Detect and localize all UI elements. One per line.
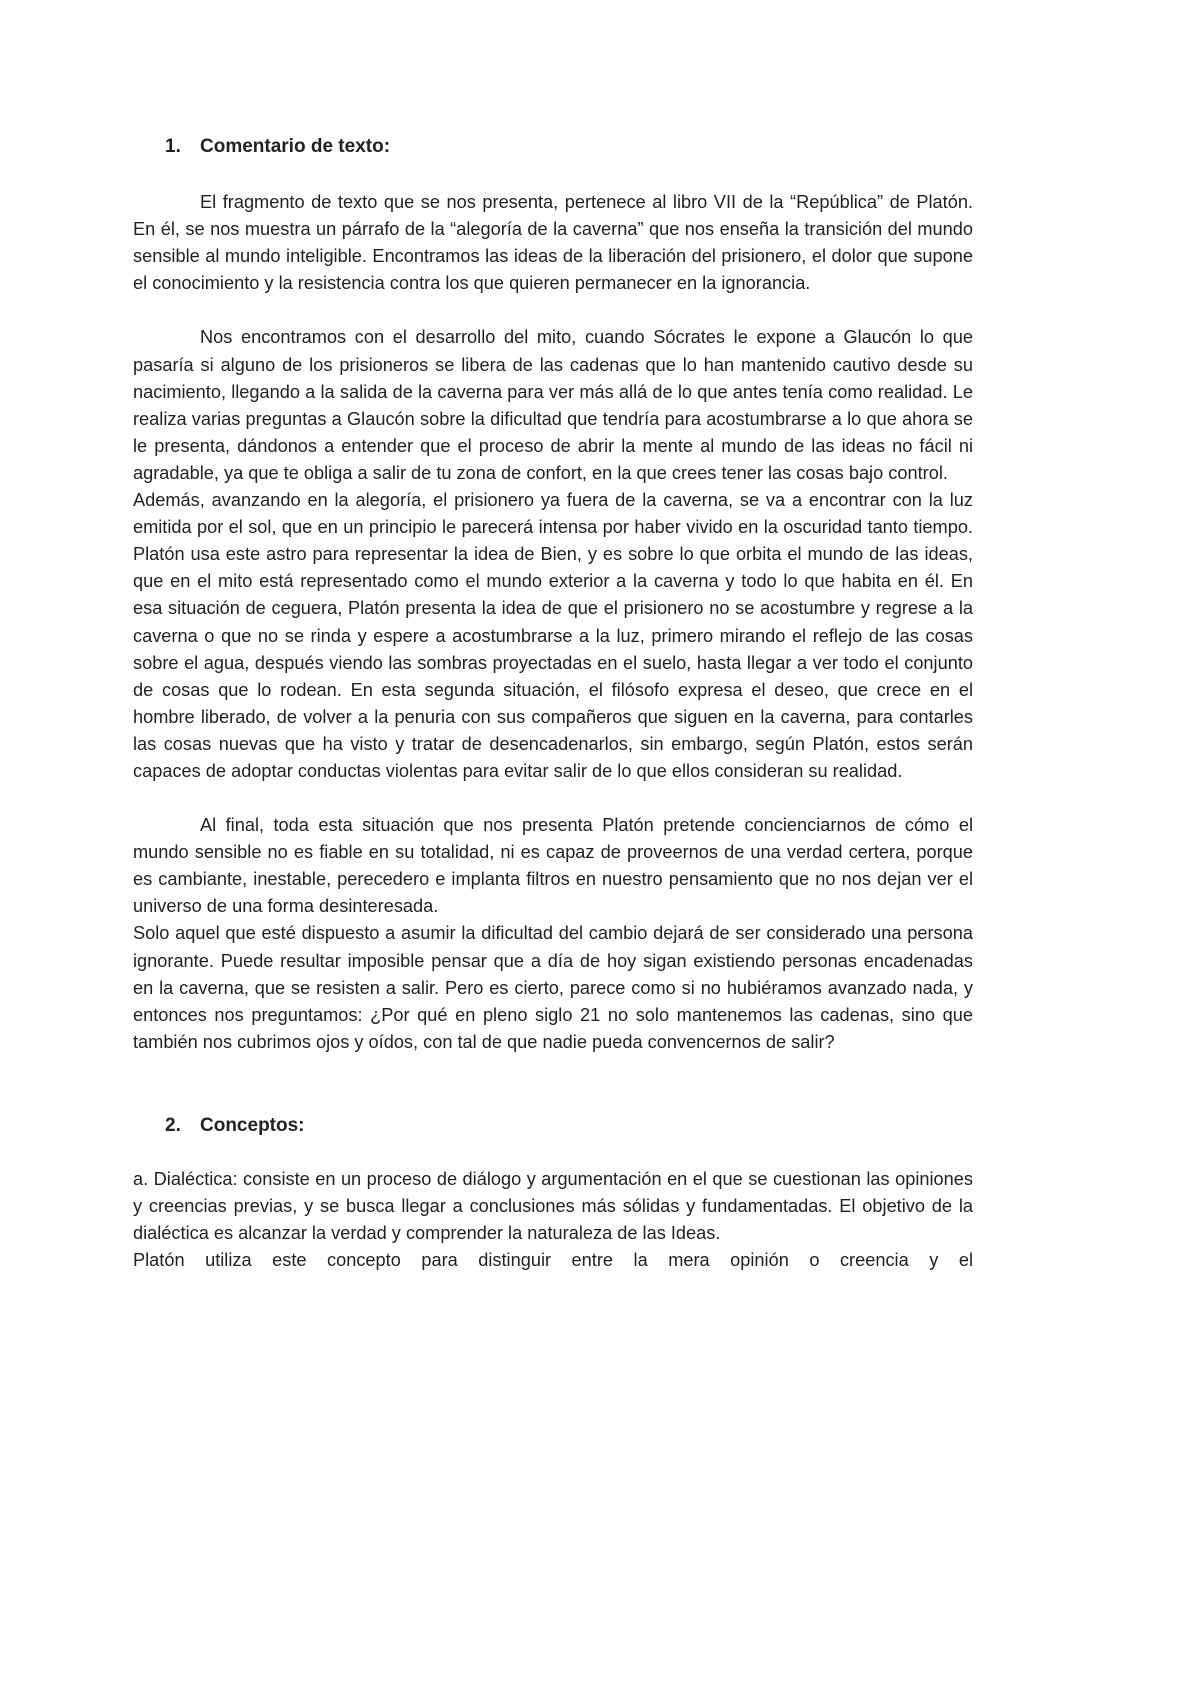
section-title: Comentario de texto: xyxy=(200,136,391,157)
paragraph-conclusion: Al final, toda esta situación que nos presenta Platón pretende concienciarnos de cómo el mundo sensible no es fiable en su totalidad, ni es capaz de proveernos de una verdad certera, porque es cambiante, inestable, perecedero e implanta filtros en nuestro pensamiento que no nos dejan ver el universo de una forma desinteresada. xyxy=(133,815,973,917)
document-body xyxy=(133,130,973,1274)
section-heading-comentario xyxy=(133,133,973,160)
paragraph-development-continued: Además, avanzando en la alegoría, el prisionero ya fuera de la caverna, se va a encontrar con la luz emitida por el sol, que en un principio le parecerá intensa por haber vivido en la oscuridad tanto tiempo. Platón usa este astro para representar la idea de Bien, y es sobre lo que orbita el mundo de las ideas, que en el mito está representado como el mundo exterior a la caverna y todo lo que habita en él. En esa situación de ceguera, Platón presenta la idea de que el prisionero no se acostumbre y regrese a la caverna o que no se rinda y espere a acostumbrarse a la luz, primero mirando el reflejo de las cosas sobre el agua, después viendo las sombras proyectadas en el suelo, hasta llegar a ver todo el conjunto de cosas que lo rodean. En esta segunda situación, el filósofo expresa el deseo, que crece en el hombre liberado, de volver a la penuria con sus compañeros que siguen en la caverna, para contarles las cosas nuevas que ha visto y tratar de desencadenarlos, sin embargo, según Platón, estos serán capaces de adoptar conductas violentas para evitar salir de lo que ellos consideran su realidad. xyxy=(133,490,973,781)
concept-dialectica: a. Dialéctica: consiste en un proceso de diálogo y argumentación en el que se cuestionan las opiniones y creencias previas, y se busca llegar a conclusiones más sólidas y fundamentadas. El objetivo de la dialéctica es alcanzar la verdad y comprender la naturaleza de las Ideas. xyxy=(133,1169,973,1244)
paragraph-introduction: El fragmento de texto que se nos presenta, pertenece al libro VII de la “República” de Platón. En él, se nos muestra un párrafo de la “alegoría de la caverna” que nos enseña la transición del mundo sensible al mundo inteligible. Encontramos las ideas de la liberación del prisionero, el dolor que supone el conocimiento y la resistencia contra los que quieren permanecer en la ignorancia. xyxy=(133,192,973,294)
section-title: Conceptos: xyxy=(200,1114,305,1136)
paragraph-development: Nos encontramos con el desarrollo del mito, cuando Sócrates le expone a Glaucón lo que pasaría si alguno de los prisioneros se libera de las cadenas que lo han mantenido cautivo desde su nacimiento, llegando a la salida de la caverna para ver más allá de lo que antes tenía como realidad. Le realiza varias preguntas a Glaucón sobre la dificultad que tendría para acostumbrarse a lo que ahora se le presenta, dándonos a entender que el proceso de abrir la mente al mundo de las ideas no fácil ni agradable, ya que te obliga a salir de tu zona de confort, en la que crees tener las cosas bajo control. xyxy=(133,327,973,483)
concept-dialectica-continued: Platón utiliza este concepto para distinguir entre la mera opinión o creencia y el xyxy=(133,1250,973,1271)
paragraph-conclusion-continued: Solo aquel que esté dispuesto a asumir la dificultad del cambio dejará de ser considerado una persona ignorante. Puede resultar imposible pensar que a día de hoy sigan existiendo personas encadenadas en la caverna, que se resisten a salir. Pero es cierto, parece como si no hubiéramos avanzado nada, y entonces nos preguntamos: ¿Por qué en pleno siglo 21 no solo mantenemos las cadenas, sino que también nos cubrimos ojos y oídos, con tal de que nadie pueda convencernos de salir? xyxy=(133,923,973,1052)
section-number: 1. xyxy=(165,136,181,157)
section-heading-conceptos xyxy=(133,1112,973,1139)
section-number: 2. xyxy=(165,1114,181,1136)
